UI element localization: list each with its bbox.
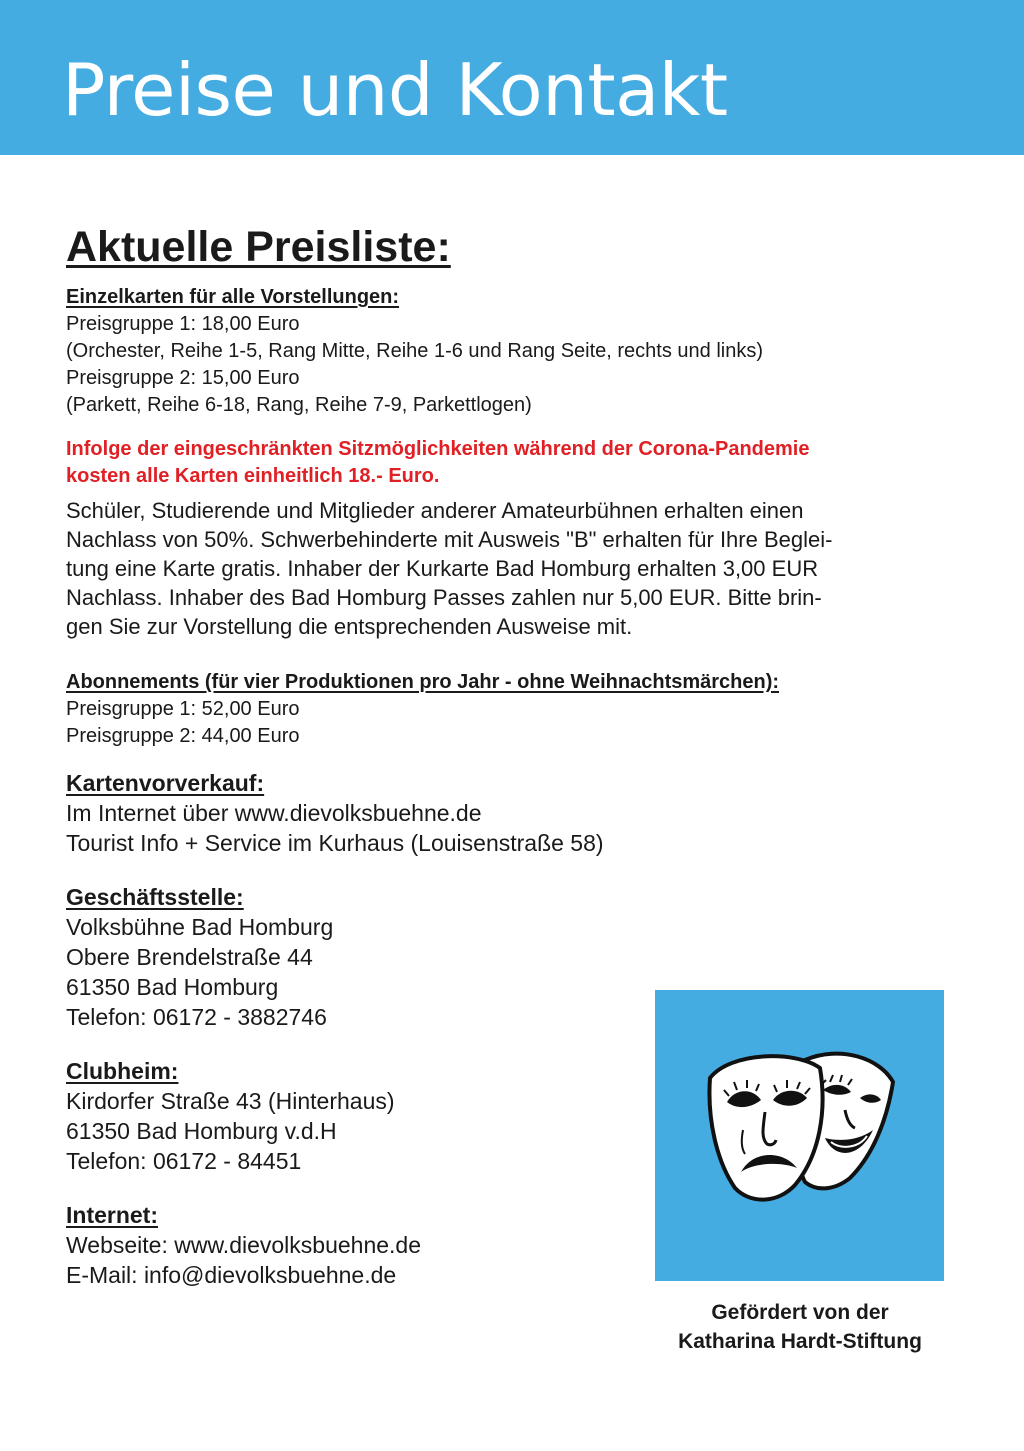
sponsor-name: Katharina Hardt-Stiftung [678,1330,922,1353]
page-title: Preise und Kontakt [62,48,728,132]
price-detail-line: (Parkett, Reihe 6-18, Rang, Reihe 7-9, Parkettlogen) [66,394,532,416]
theater-masks-icon [655,990,944,1281]
corona-note-line: Infolge der eingeschränkten Sitzmöglichkeiten während der Corona-Pandemie [66,438,810,460]
corona-note [66,436,986,490]
advance-sales-line: Im Internet über www.dievolksbuehne.de [66,800,482,826]
office-address-line: Obere Brendelstraße 44 [66,944,313,970]
subscription-price-line: Preisgruppe 1: 52,00 Euro [66,698,300,720]
price-detail-line: (Orchester, Reihe 1-5, Rang Mitte, Reihe 1-6 und Rang Seite, rechts und links) [66,340,764,362]
subscriptions-section [66,669,986,750]
price-list-heading: Aktuelle Preisliste: [66,223,451,271]
single-tickets-heading: Einzelkarten für alle Vorstellungen: [66,286,400,308]
discount-line: tung eine Karte gratis. Inhaber der Kurkarte Bad Homburg erhalten 3,00 EUR [66,556,819,581]
clubhouse-phone: Telefon: 06172 - 84451 [66,1148,302,1174]
sponsor-line: Gefördert von der [711,1301,889,1324]
discount-line: gen Sie zur Vorstellung die entsprechenden Ausweise mit. [66,614,633,639]
clubhouse-address-line: Kirdorfer Straße 43 (Hinterhaus) [66,1088,395,1114]
sponsor-caption [640,1298,960,1356]
email-line: E-Mail: info@dievolksbuehne.de [66,1262,397,1288]
price-line: Preisgruppe 2: 15,00 Euro [66,367,300,389]
discount-line: Schüler, Studierende und Mitglieder anderer Amateurbühnen erhalten einen [66,498,804,523]
header-banner [0,0,1024,155]
single-tickets-section [66,284,986,419]
price-line: Preisgruppe 1: 18,00 Euro [66,313,300,335]
advance-sales-heading: Kartenvorverkauf: [66,770,265,796]
clubhouse-address-line: 61350 Bad Homburg v.d.H [66,1118,337,1144]
office-heading: Geschäftsstelle: [66,884,244,910]
office-address-line: Volksbühne Bad Homburg [66,914,334,940]
sponsor-logo [655,990,944,1281]
corona-note-line: kosten alle Karten einheitlich 18.- Euro. [66,465,440,487]
office-address-line: 61350 Bad Homburg [66,974,279,1000]
discount-line: Nachlass. Inhaber des Bad Homburg Passes zahlen nur 5,00 EUR. Bitte brin- [66,585,822,610]
discount-line: Nachlass von 50%. Schwerbehinderte mit Ausweis "B" erhalten für Ihre Beglei- [66,527,833,552]
office-phone: Telefon: 06172 - 3882746 [66,1004,327,1030]
subscriptions-heading: Abonnements (für vier Produktionen pro Jahr - ohne Weihnachtsmärchen): [66,671,780,693]
advance-sales-line: Tourist Info + Service im Kurhaus (Louisenstraße 58) [66,830,604,856]
discount-paragraph [66,496,976,641]
subscription-price-line: Preisgruppe 2: 44,00 Euro [66,725,300,747]
clubhouse-heading: Clubheim: [66,1058,179,1084]
advance-sales-section [66,768,986,858]
internet-heading: Internet: [66,1202,158,1228]
website-line: Webseite: www.dievolksbuehne.de [66,1232,422,1258]
